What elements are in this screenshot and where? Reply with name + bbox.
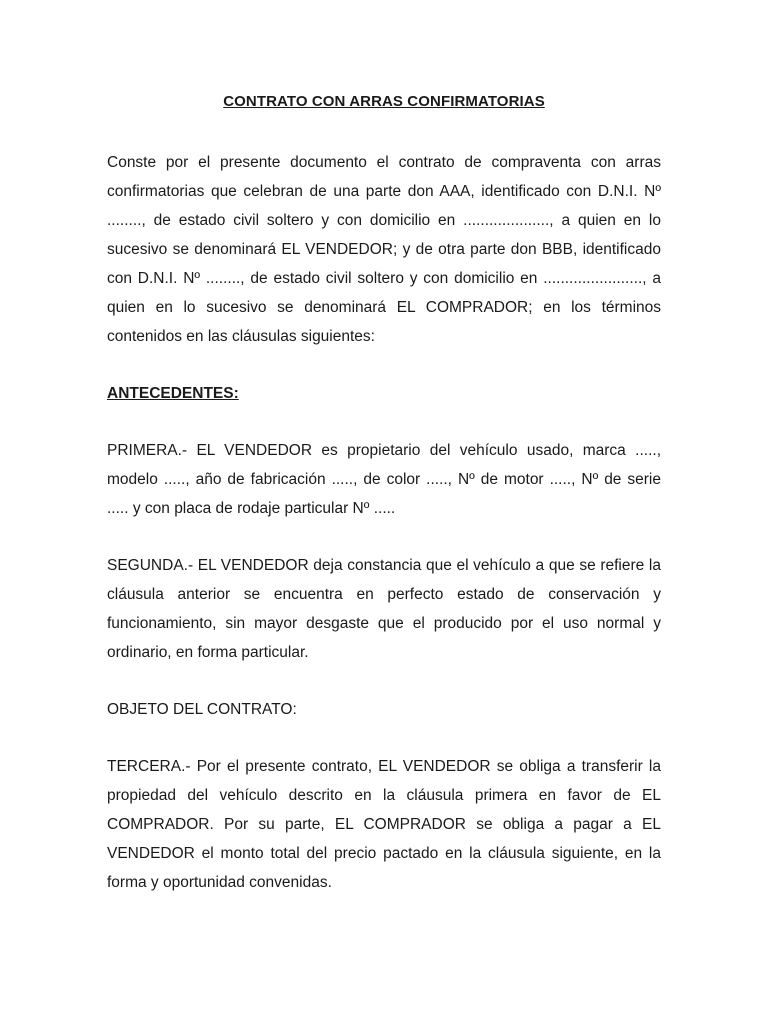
spacer <box>107 408 661 436</box>
spacer <box>107 667 661 695</box>
document-page <box>107 92 661 897</box>
spacer <box>107 351 661 379</box>
intro-paragraph: Conste por el presente documento el contrato de compraventa con arras confirmatorias que celebran de una parte don AAA, identificado con D.N.I. Nº ........, de estado civil soltero y con domicilio en ...................., a quien en lo sucesivo se denominará EL VENDEDOR; y de otra parte don BBB, identificado con D.N.I. Nº ........, de estado civil soltero y con domicilio en ......................., a quien en lo sucesivo se denominará EL COMPRADOR; en los términos contenidos en las cláusulas siguientes: <box>107 154 661 345</box>
clause-segunda: SEGUNDA.- EL VENDEDOR deja constancia que el vehículo a que se refiere la cláusula anterior se encuentra en perfecto estado de conservación y funcionamiento, sin mayor desgaste que el producido por el uso normal y ordinario, en forma particular. <box>107 557 661 661</box>
spacer <box>107 724 661 752</box>
section-heading-objeto: OBJETO DEL CONTRATO: <box>107 701 297 718</box>
document-title: CONTRATO CON ARRAS CONFIRMATORIAS <box>223 93 545 110</box>
spacer <box>107 523 661 551</box>
section-heading-antecedentes: ANTECEDENTES: <box>107 385 239 402</box>
clause-tercera: TERCERA.- Por el presente contrato, EL VENDEDOR se obliga a transferir la propiedad del vehículo descrito en la cláusula primera en favor de EL COMPRADOR. Por su parte, EL COMPRADOR se obliga a pagar a EL VENDEDOR el monto total del precio pactado en la cláusula siguiente, en la forma y oportunidad convenidas. <box>107 758 661 891</box>
clause-primera: PRIMERA.- EL VENDEDOR es propietario del vehículo usado, marca ....., modelo ....., año de fabricación ....., de color ....., Nº de motor ....., Nº de serie ..... y con placa de rodaje particular Nº ..... <box>107 442 661 517</box>
